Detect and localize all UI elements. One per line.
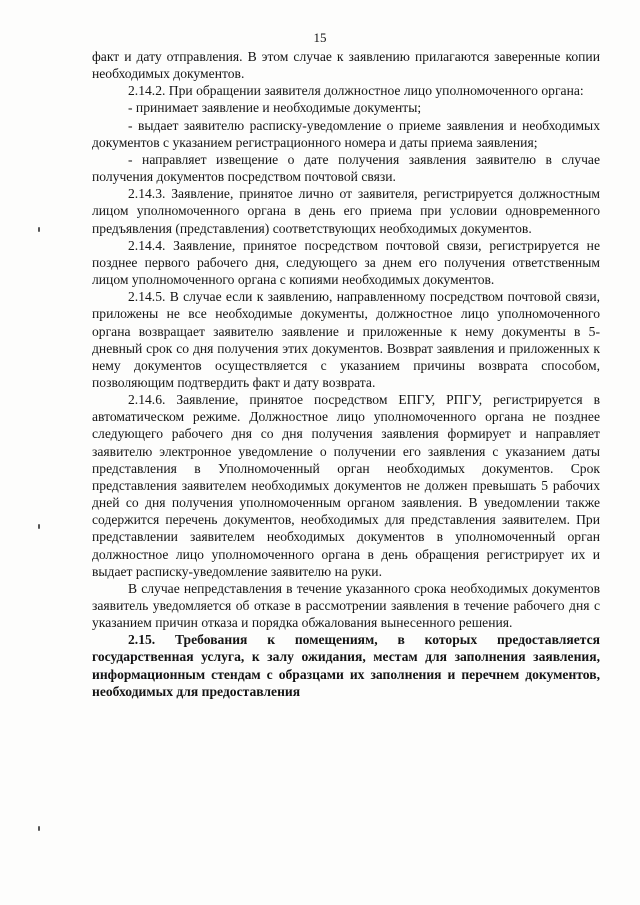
paragraph-2-14-3: 2.14.3. Заявление, принятое лично от заявителя, регистрируется должностным лицом уполномоченного органа в день его приема при условии одновременного предъявления (представления) соответствующих необходимых документов. <box>92 186 600 236</box>
paragraph-non-submission: В случае непредставления в течение указанного срока необходимых документов заявитель уведомляется об отказе в рассмотрении заявления в течение рабочего дня с указанием причин отказа и порядка обжалования вынесенного решения. <box>92 580 600 631</box>
paragraph-continuation: факт и дату отправления. В этом случае к заявлению прилагаются заверенные копии необходимых документов. <box>92 49 600 82</box>
scan-mark <box>38 227 40 232</box>
list-item-sends-notice: - направляет извещение о дате получения заявления заявителю в случае получения документов посредством почтовой связи. <box>92 151 600 185</box>
page-number: 15 <box>313 30 327 45</box>
section-heading-2-15: 2.15. Требования к помещениям, в которых предоставляется государственная услуга, к залу ожидания, местам для заполнения заявления, информационным стендам с образцами их заполнения и перечнем документов, необходимых для предоставления <box>92 632 600 699</box>
paragraph-2-14-2: 2.14.2. При обращении заявителя должностное лицо уполномоченного органа: <box>128 83 584 99</box>
scan-mark <box>38 826 40 831</box>
paragraph-2-14-5: 2.14.5. В случае если к заявлению, направленному посредством почтовой связи, приложены не все необходимые документы, должностное лицо уполномоченного органа возвращает заявителю заявление и приложенные к нему документы в 5-дневный срок со дня получения этих документов. Возврат заявления и приложенных к нему документов осуществляется с указанием причины возврата способом, позволяющим подтвердить факт и дату возврата. <box>92 289 600 390</box>
list-item-issues-receipt: - выдает заявителю расписку-уведомление о приеме заявления и необходимых документов с указанием регистрационного номера и даты приема заявления; <box>92 117 600 150</box>
document-body <box>92 48 600 700</box>
paragraph-2-14-4: 2.14.4. Заявление, принятое посредством почтовой связи, регистрируется не позднее первого рабочего дня, следующего за днем его получения ответственным лицом уполномоченного органа с копиями необходимых документов. <box>92 237 600 288</box>
list-item-accepts: - принимает заявление и необходимые документы; <box>128 100 422 116</box>
scan-mark <box>38 524 40 529</box>
paragraph-2-14-6: 2.14.6. Заявление, принятое посредством ЕПГУ, РПГУ, регистрируется в автоматическом режиме. Должностное лицо уполномоченного органа не позднее следующего рабочего дня со дня получения заявления формирует и направляет заявителю электронное уведомление о получении его заявления с указанием даты представления в Уполномоченный орган необходимых документов. Срок представления заявителем необходимых документов не должен превышать 5 рабочих дней со дня получения уполномоченным органом заявления. В уведомлении также содержится перечень документов, необходимых для представления заявителем. При представлении заявителем необходимых документов в уполномоченный орган должностное лицо уполномоченного органа в день обращения регистрирует их и выдает расписку-уведомление заявителю на руки. <box>92 392 600 579</box>
